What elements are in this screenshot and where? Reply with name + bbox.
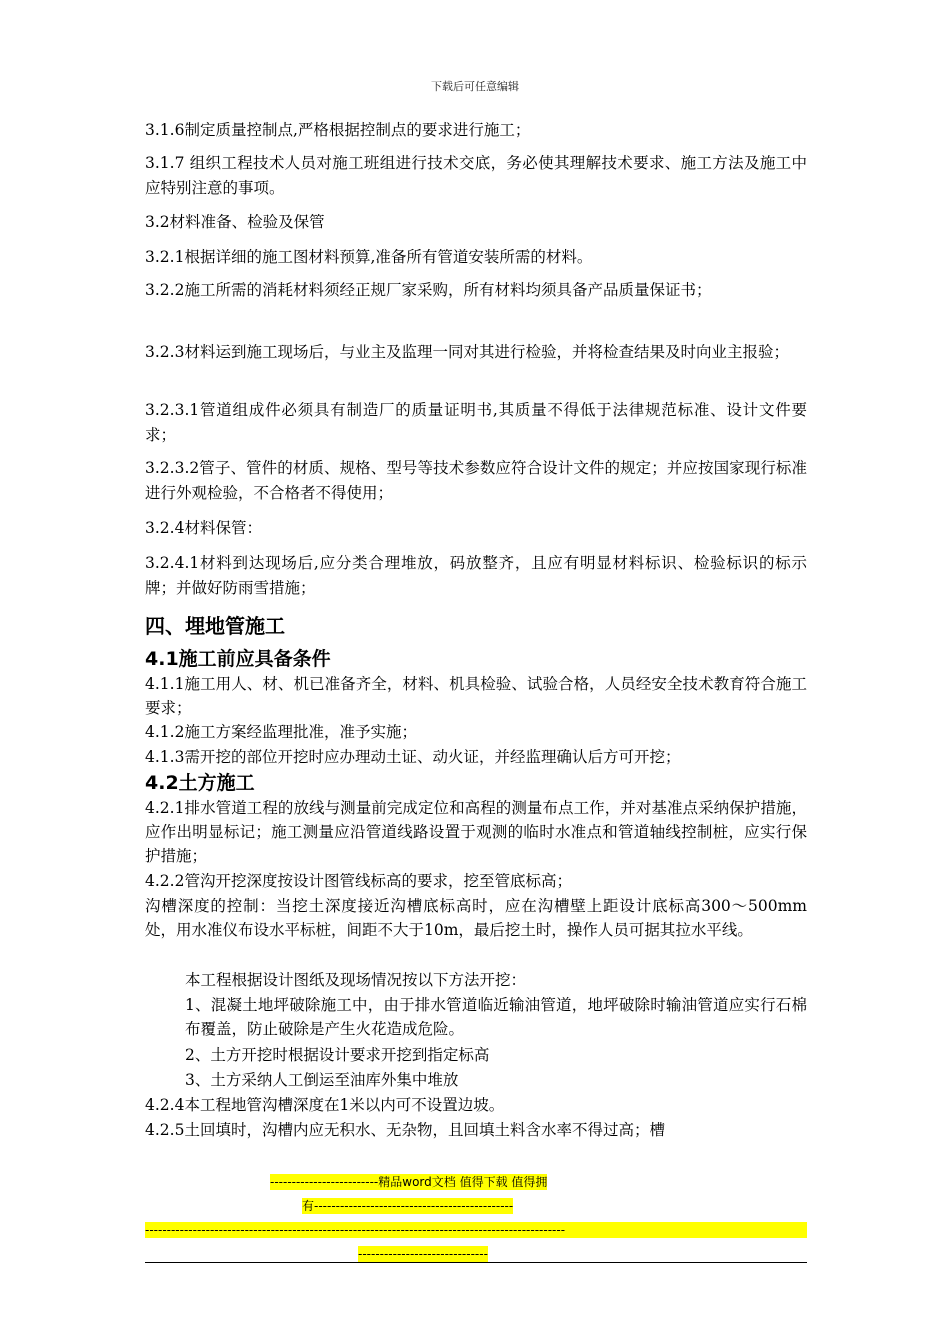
page-header: 下载后可任意编辑	[431, 80, 519, 93]
paragraph-4-1-1: 4.1.1施工用人、材、机已准备齐全，材料、机具检验、试验合格，人员经安全技术教育符合施工要求；	[145, 675, 807, 717]
paragraph-4-1-3: 4.1.3需开挖的部位开挖时应办理动土证、动火证，并经监理确认后方可开挖；	[145, 748, 681, 766]
paragraph-4-2-5: 4.2.5土回填时，沟槽内应无积水、无杂物，且回填土料含水率不得过高；槽	[145, 1121, 665, 1139]
section-4-title: 四、埋地管施工	[145, 614, 285, 638]
list-item-3: 3、土方采纳人工倒运至油库外集中堆放	[185, 1071, 459, 1089]
paragraph-3-2-3-1: 3.2.3.1管道组成件必须具有制造厂的质量证明书,其质量不得低于法律规范标准、设计文件要求；	[145, 401, 807, 444]
section-4-1-title: 4.1施工前应具备条件	[145, 648, 331, 670]
list-item-2: 2、土方开挖时根据设计要求开挖到指定标高	[185, 1046, 490, 1064]
footer-banner-line-4: ------------------------------	[358, 1247, 488, 1261]
paragraph-3-2-3-2: 3.2.3.2管子、管件的材质、规格、型号等技术参数应符合设计文件的规定；并应按国家现行标准进行外观检验，不合格者不得使用；	[145, 459, 807, 502]
paragraph-4-2-2: 4.2.2管沟开挖深度按设计图管线标高的要求，挖至管底标高；	[145, 872, 572, 890]
paragraph-3-2: 3.2材料准备、检验及保管	[145, 213, 325, 231]
paragraph-3-1-7: 3.1.7 组织工程技术人员对施工班组进行技术交底，务必使其理解技术要求、施工方法及施工中应特别注意的事项。	[145, 154, 807, 197]
paragraph-3-2-4: 3.2.4材料保管：	[145, 519, 262, 537]
paragraph-trench-depth: 沟槽深度的控制：当挖土深度接近沟槽底标高时，应在沟槽壁上距设计底标高300～500mm 处，用水准仪布设水平标桩，间距不大于10m，最后挖土时，操作人员可据其拉水平线。	[145, 897, 807, 939]
list-item-1: 1、混凝土地坪破除施工中，由于排水管道临近输油管道，地坪破除时输油管道应实行石棉布覆盖，防止破除是产生火花造成危险。	[185, 996, 807, 1038]
section-4-2-title: 4.2土方施工	[145, 772, 255, 794]
footer-divider	[145, 1262, 807, 1263]
footer-banner-line-2: 有----------------------------------------------	[302, 1199, 514, 1213]
paragraph-method-intro: 本工程根据设计图纸及现场情况按以下方法开挖：	[185, 971, 527, 989]
paragraph-3-2-1: 3.2.1根据详细的施工图材料预算,准备所有管道安装所需的材料。	[145, 248, 593, 266]
paragraph-4-2-4: 4.2.4本工程地管沟槽深度在1米以内可不设置边坡。	[145, 1096, 505, 1114]
paragraph-3-2-2: 3.2.2施工所需的消耗材料须经正规厂家采购，所有材料均须具备产品质量保证书；	[145, 281, 712, 299]
footer-banner-line-1: -------------------------精品word文档 值得下载 值得拥	[270, 1175, 548, 1189]
paragraph-4-2-1: 4.2.1排水管道工程的放线与测量前完成定位和高程的测量布点工作，并对基准点采纳保护措施，应作出明显标记；施工测量应沿管道线路设置于观测的临时水准点和管道轴线控制桩，应实行保护措施；	[145, 799, 807, 865]
footer-banner-line-3: -------------------------------------------------------------------------------------------------	[145, 1222, 807, 1238]
paragraph-3-1-6: 3.1.6制定质量控制点,严格根据控制点的要求进行施工；	[145, 121, 531, 139]
paragraph-3-2-3: 3.2.3材料运到施工现场后，与业主及监理一同对其进行检验，并将检查结果及时向业主报验；	[145, 343, 789, 361]
paragraph-4-1-2: 4.1.2施工方案经监理批准，准予实施；	[145, 723, 417, 741]
paragraph-3-2-4-1: 3.2.4.1材料到达现场后,应分类合理堆放，码放整齐，且应有明显材料标识、检验标识的标示牌；并做好防雨雪措施；	[145, 554, 807, 597]
